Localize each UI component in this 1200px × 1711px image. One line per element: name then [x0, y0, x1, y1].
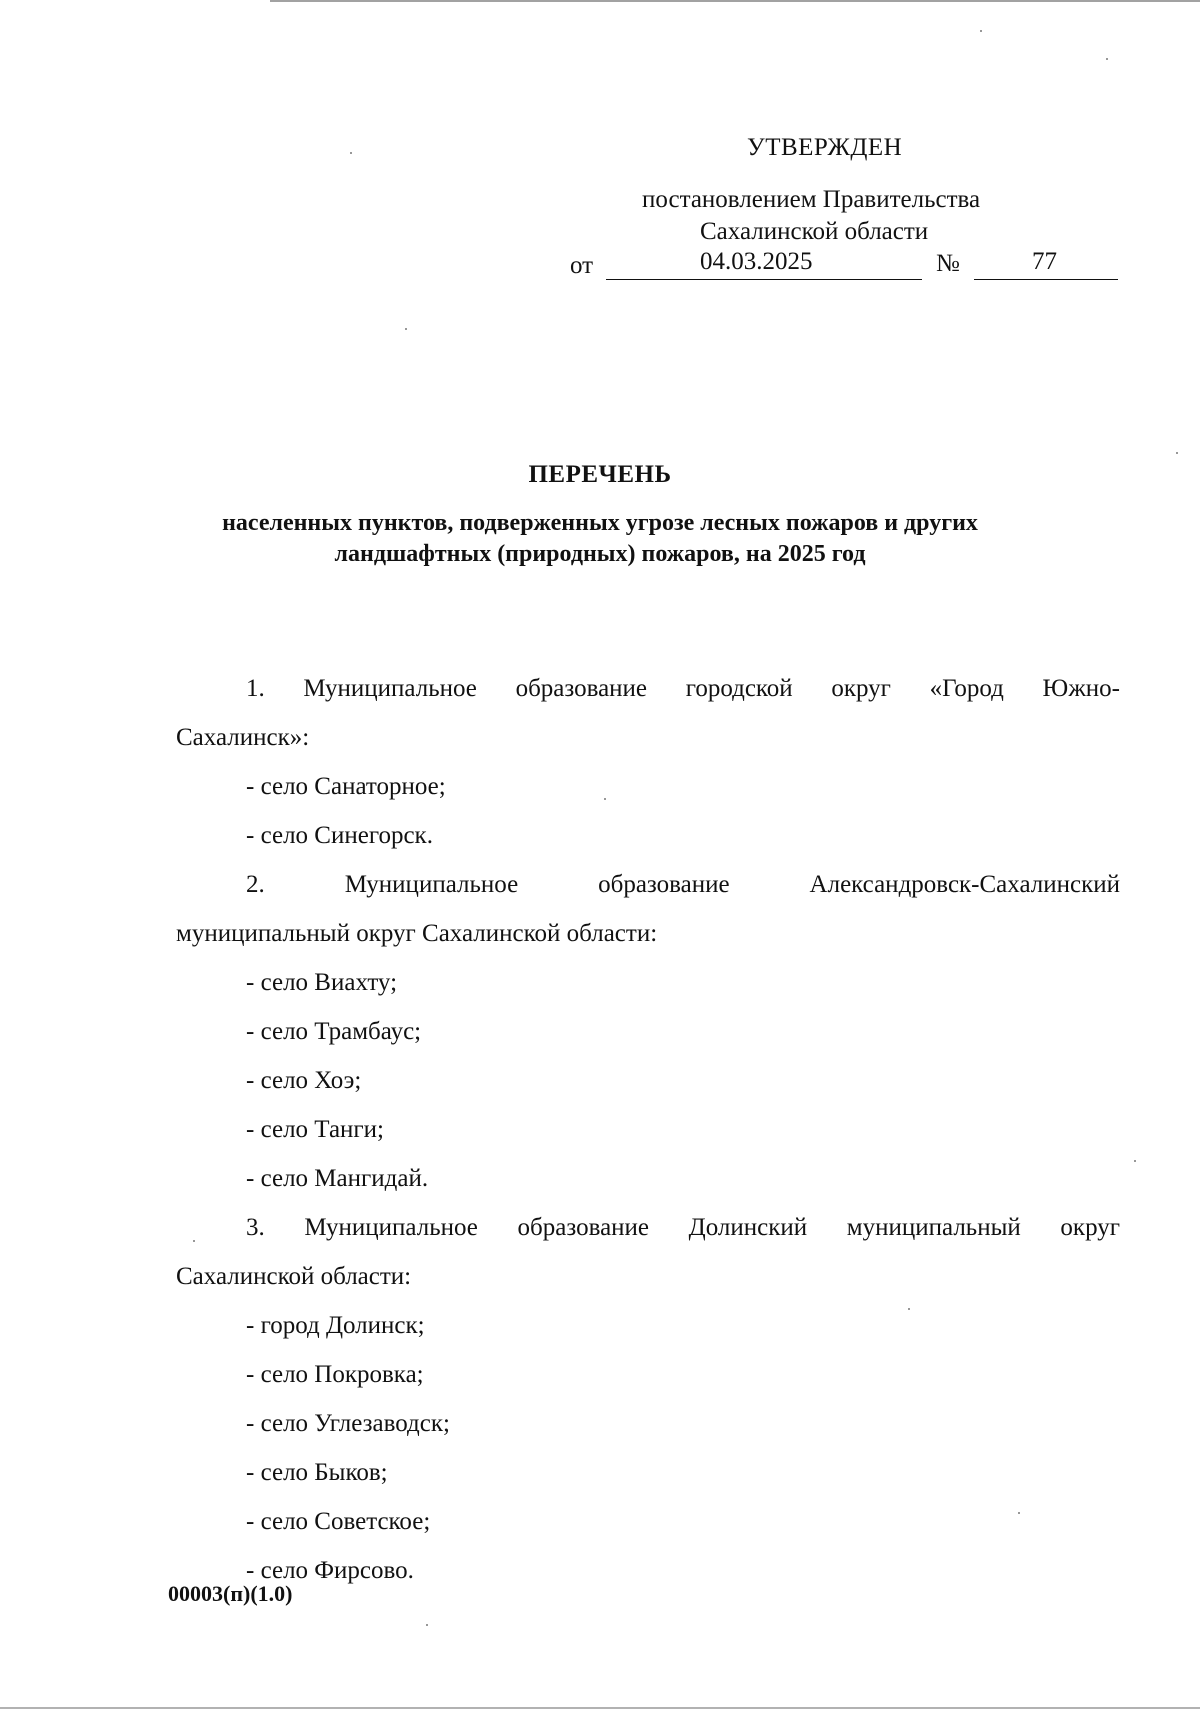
list-item: - село Хоэ; — [246, 1067, 362, 1094]
section-heading-line-2: муниципальный округ Сахалинской области: — [176, 920, 658, 947]
scan-speck — [193, 1240, 195, 1242]
scan-edge-top — [270, 0, 1200, 2]
scan-speck — [426, 1624, 428, 1626]
document-subtitle — [150, 508, 1050, 570]
form-code: 00003(п)(1.0) — [168, 1581, 293, 1606]
section-heading-line-2: Сахалинск»: — [176, 724, 310, 751]
scan-speck — [1018, 1512, 1020, 1514]
list-item: - село Быков; — [246, 1459, 388, 1486]
number-sign: № — [936, 250, 960, 277]
section-heading — [176, 664, 1120, 762]
from-label: от — [570, 252, 594, 279]
scan-speck — [908, 1308, 910, 1310]
scan-speck — [1176, 452, 1178, 454]
section-heading-line-1: 3. Муниципальное образование Долинский муниципальный округ — [246, 1214, 1120, 1241]
section-heading — [176, 860, 1120, 958]
approval-date-row — [560, 246, 1120, 282]
list-item: - село Санаторное; — [246, 773, 446, 800]
list-item: - село Танги; — [246, 1116, 385, 1143]
approved-label: УТВЕРЖДЕН — [747, 134, 903, 161]
subtitle-line-2: ландшафтных (природных) пожаров, на 2025 год — [334, 541, 866, 567]
list-item: - село Покровка; — [246, 1361, 424, 1388]
approval-number: 77 — [1032, 248, 1057, 275]
number-underline — [974, 279, 1118, 280]
document-title: ПЕРЕЧЕНЬ — [528, 461, 672, 488]
document-heading — [150, 461, 1050, 570]
section-heading — [176, 1203, 1120, 1301]
subtitle-line-1: населенных пунктов, подверженных угрозе лесных пожаров и других — [222, 510, 978, 536]
section-heading-line-2: Сахалинской области: — [176, 1263, 412, 1290]
list-item: - село Виахту; — [246, 969, 398, 996]
section-heading-line-1: 1. Муниципальное образование городской округ «Город Южно- — [246, 675, 1120, 702]
list-item: - село Трамбаус; — [246, 1018, 422, 1045]
list-item: - село Фирсово. — [246, 1557, 414, 1584]
list-item: - село Углезаводск; — [246, 1410, 450, 1437]
approved-by-line-1: постановлением Правительства — [642, 186, 981, 213]
scan-speck — [1106, 58, 1108, 60]
date-underline — [606, 279, 922, 280]
list-item: - село Советское; — [246, 1508, 431, 1535]
list-item: - село Синегорск. — [246, 822, 433, 849]
scan-speck — [980, 30, 982, 32]
approval-date: 04.03.2025 — [700, 248, 813, 275]
list-item: - город Долинск; — [246, 1312, 425, 1339]
list-item: - село Мангидай. — [246, 1165, 429, 1192]
scan-speck — [405, 328, 407, 330]
scan-edge-bottom — [0, 1707, 1200, 1709]
approved-by-line-2: Сахалинской области — [700, 218, 929, 245]
section-heading-line-1: 2. Муниципальное образование Александровск-Сахалинский — [246, 871, 1120, 898]
scan-speck — [350, 152, 352, 154]
settlement-list — [176, 664, 1120, 1595]
scan-speck — [1134, 1160, 1136, 1162]
scan-speck — [604, 798, 606, 800]
